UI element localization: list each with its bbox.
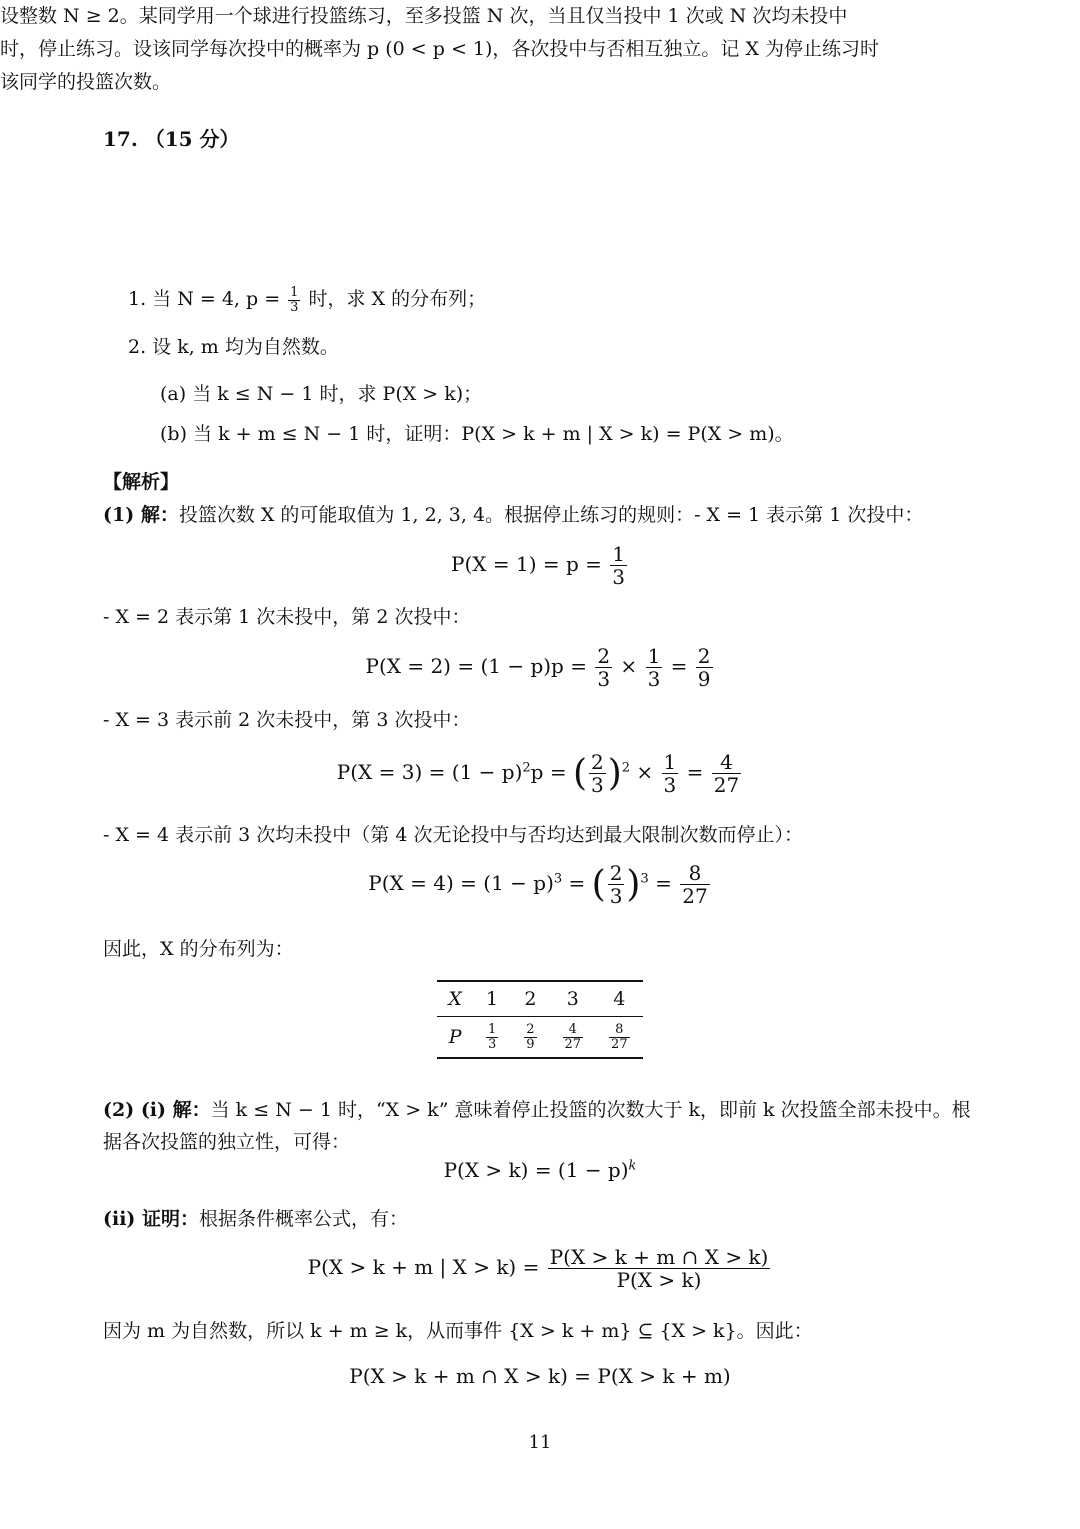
table-cell: 3 [550, 981, 597, 1017]
table-cell: X [437, 981, 473, 1017]
solution-heading: 【解析】 [103, 471, 180, 493]
question-2a: (a) 当 k ≤ N − 1 时，求 P(X > k)； [160, 383, 483, 405]
solution-part2i-line2: 据各次投篮的独立性，可得： [103, 1131, 351, 1153]
table-cell: $\frac{4}{27}$ [550, 1017, 597, 1059]
solution-part1-label: (1) 解： [103, 504, 179, 526]
table-cell: $\frac{8}{27}$ [596, 1017, 643, 1059]
distribution-table-wrap [0, 980, 1080, 1059]
solution-part2ii-line: (ii) 证明：根据条件概率公式，有： [103, 1208, 409, 1230]
equation-conditional: P(X > k + m | X > k) = $\frac{P(X > k + m \cap X > k)}{P(X > k)}$ [307, 1245, 769, 1292]
solution-part2ii-label: (ii) 证明： [103, 1208, 200, 1230]
equation-p-x3: $P(X = 3) = (1 - p)^2p$ = ( $\frac{2}{3}$ )$^2$ × $\frac{1}{3}$ = $\frac{4}{27}$ [336, 750, 740, 797]
table-cell: $\frac{1}{3}$ [473, 1017, 511, 1059]
solution-part1-text: 投篮次数 X 的可能取值为 1, 2, 3, 4。根据停止练习的规则：- X = 1 表示第 1 次投中： [178, 504, 924, 526]
equation-p-x2: P(X = 2) = (1 − p)p = $\frac{2}{3}$ × $\frac{1}{3}$ = $\frac{2}{9}$ [365, 644, 711, 691]
question-2b: (b) 当 k + m ≤ N − 1 时，证明：P(X > k + m | X > k) = P(X > m)。 [160, 423, 794, 445]
equation-p-gt-k: $P(X > k) = (1 - p)^k$ [443, 1158, 637, 1182]
question-2: 2. 设 k, m 均为自然数。 [128, 336, 339, 358]
problem-intro: 设整数 N ≥ 2。某同学用一个球进行投篮练习，至多投篮 N 次，当且仅当投中 1 次或 N 次均未投中时，停止练习。设该同学每次投中的概率为 p (0 < p < 1)，各次投中与否相互独立。记 X 为停止练习时该同学的投篮次数。 [0, 5, 880, 93]
solution-line-x2: - X = 2 表示第 1 次未投中，第 2 次投中： [103, 606, 471, 628]
table-cell: $\frac{2}{9}$ [511, 1017, 549, 1059]
solution-line-x3: - X = 3 表示前 2 次未投中，第 3 次投中： [103, 709, 471, 731]
question-1 [128, 283, 486, 316]
fraction-one-third: $\frac{1}{3}$ [290, 284, 299, 315]
problem-number: 17. [103, 127, 138, 151]
solution-subset-line: 因为 m 为自然数，所以 k + m ≥ k，从而事件 {X > k + m} ⊆ {X > k}。因此： [103, 1320, 813, 1342]
equation-intersection: P(X > k + m ∩ X > k) = P(X > k + m) [349, 1364, 731, 1388]
equation-p-x1: P(X = 1) = p = $\frac{1}{3}$ [451, 542, 625, 589]
equation-p-x4: $P(X = 4) = (1 - p)^3$ = ( $\frac{2}{3}$ )$^3$ = $\frac{8}{27}$ [368, 861, 708, 908]
table-row [437, 1017, 642, 1059]
table-cell: 2 [511, 981, 549, 1017]
problem-title [103, 123, 240, 156]
page-number: 11 [528, 1432, 552, 1453]
table-header-row [437, 981, 642, 1017]
solution-part1-intro [103, 499, 923, 532]
solution-line-x4: - X = 4 表示前 3 次均未投中（第 4 次无论投中与否均达到最大限制次数而停止）： [103, 824, 803, 846]
solution-part2i-line1: (2) (i) 解：当 k ≤ N − 1 时，“X > k” 意味着停止投篮的次数大于 k，即前 k 次投篮全部未投中。根 [103, 1099, 971, 1121]
table-cell: 1 [473, 981, 511, 1017]
distribution-table [437, 980, 642, 1059]
problem-points: （15 分） [144, 127, 240, 151]
question-1-suffix: 时，求 X 的分布列； [302, 288, 487, 310]
table-cell: 4 [596, 981, 643, 1017]
table-cell: P [437, 1017, 473, 1059]
solution-part2i-label: (2) (i) 解： [103, 1099, 211, 1121]
solution-line-distribution: 因此，X 的分布列为： [103, 938, 294, 960]
question-1-prefix: 1. 当 N = 4, p = [128, 288, 287, 310]
